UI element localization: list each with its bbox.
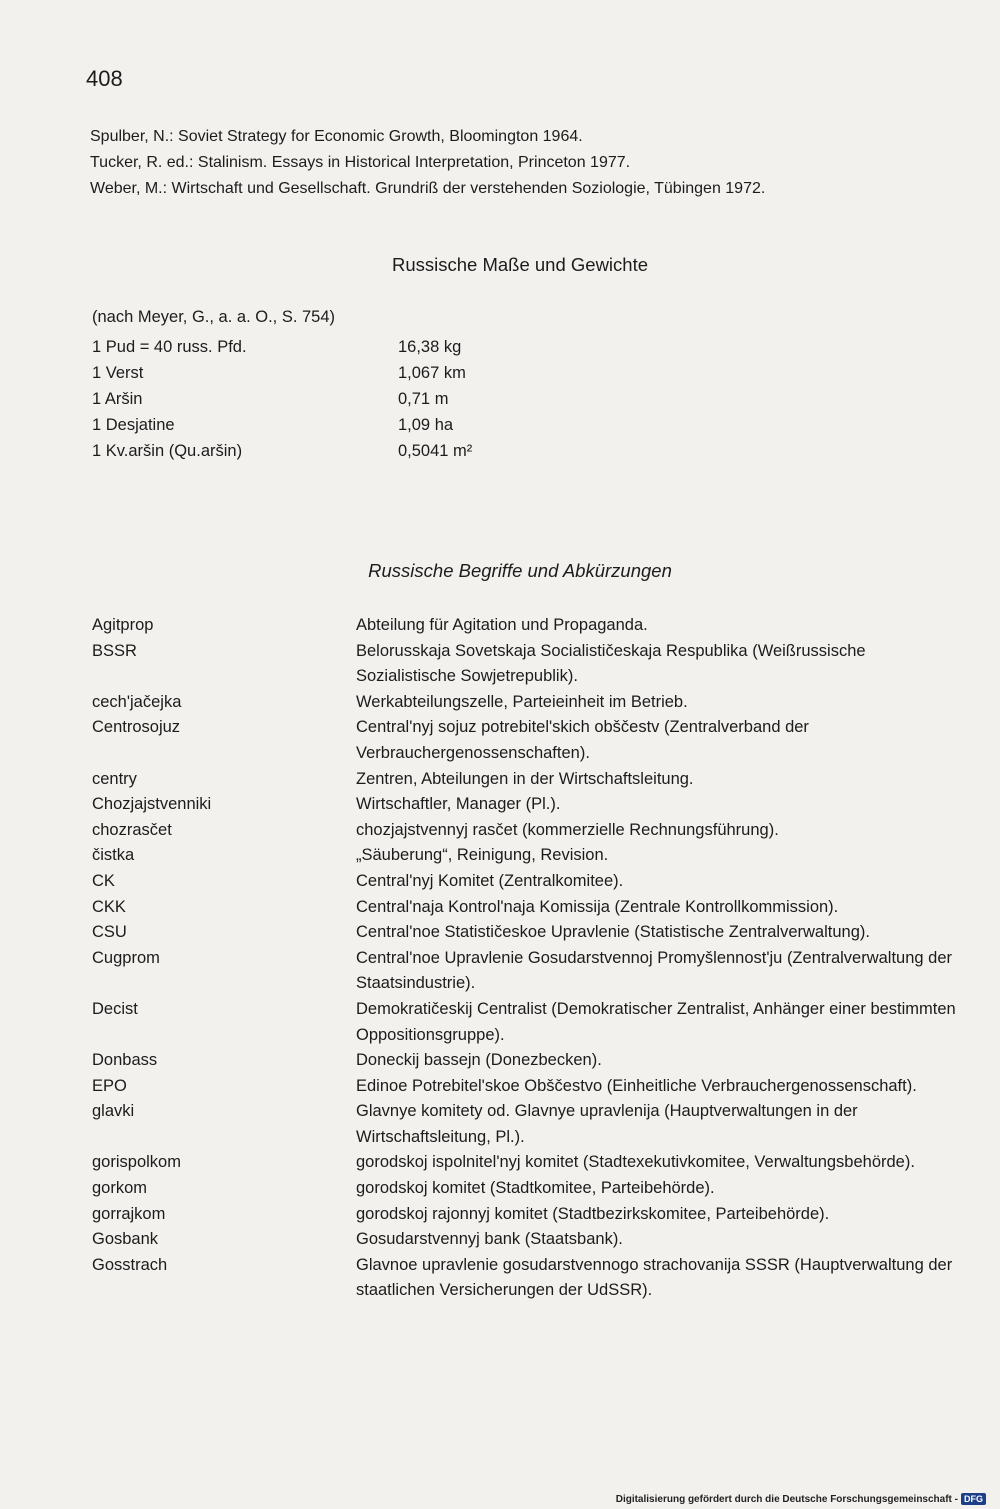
weight-unit: 1 Pud = 40 russ. Pfd. — [92, 338, 247, 356]
glossary-term: CKK — [92, 897, 126, 916]
glossary-definition: Werkabteilungszelle, Parteieinheit im Betrieb. — [356, 692, 688, 711]
glossary-term: Donbass — [92, 1051, 158, 1070]
glossary-definition: gorodskoj ispolnitel'nyj komitet (Stadtexekutivkomitee, Verwaltungsbehörde). — [356, 1153, 915, 1172]
glossary-row — [92, 792, 962, 818]
glossary-row — [92, 920, 962, 946]
weights-row — [92, 334, 472, 360]
glossary-row — [92, 613, 962, 639]
reference-list — [90, 124, 950, 202]
weight-unit: 1 Desjatine — [92, 416, 175, 434]
glossary-row — [92, 1150, 962, 1176]
glossary-definition: Gosudarstvennyj bank (Staatsbank). — [356, 1230, 623, 1249]
glossary-row — [92, 895, 962, 921]
footer-text: Digitalisierung gefördert durch die Deutsche Forschungsgemeinschaft - — [615, 1493, 958, 1505]
terms-heading: Russische Begriffe und Abkürzungen — [368, 560, 672, 581]
glossary-term: glavki — [92, 1102, 135, 1121]
glossary-term: Gosstrach — [92, 1255, 168, 1274]
glossary-term: cech'jačejka — [92, 692, 182, 711]
glossary-term: Chozjajstvenniki — [92, 795, 212, 814]
glossary-row — [92, 1176, 962, 1202]
glossary-row — [92, 1227, 962, 1253]
weights-row — [92, 386, 472, 412]
glossary-term: BSSR — [92, 641, 137, 660]
glossary-term: gorispolkom — [92, 1153, 181, 1172]
glossary-row — [92, 869, 962, 895]
glossary-row — [92, 1099, 962, 1150]
glossary-definition: Central'nyj sojuz potrebitel'skich obščestv (Zentralverband der Verbrauchergenossenschaften). — [356, 718, 809, 762]
glossary-term: čistka — [92, 846, 135, 865]
glossary-definition: Zentren, Abteilungen in der Wirtschaftsleitung. — [356, 769, 694, 788]
glossary-definition: Demokratičeskij Centralist (Demokratischer Zentralist, Anhänger einer bestimmten Oppositionsgruppe). — [356, 999, 956, 1044]
glossary-definition: Edinoe Potrebitel'skoe Obščestvo (Einheitliche Verbrauchergenossenschaft). — [356, 1076, 917, 1095]
glossary-definition: chozjajstvennyj rasčet (kommerzielle Rechnungsführung). — [356, 820, 779, 839]
weight-unit: 1 Kv.aršin (Qu.aršin) — [92, 442, 243, 460]
glossary-term: CSU — [92, 923, 127, 942]
glossary-term: Agitprop — [92, 616, 154, 634]
footer-credit — [616, 1493, 986, 1505]
glossary-definition: Wirtschaftler, Manager (Pl.). — [356, 795, 561, 814]
weights-row — [92, 438, 472, 464]
terms-glossary — [92, 613, 962, 1304]
glossary-row — [92, 843, 962, 869]
glossary-row — [92, 767, 962, 793]
glossary-definition: Glavnoe upravlenie gosudarstvennogo strachovanija SSSR (Hauptverwaltung der staatlichen Versicherungen der UdSSR). — [356, 1255, 953, 1300]
weights-table — [92, 334, 472, 464]
weight-value: 1,09 ha — [398, 416, 454, 434]
glossary-term: gorrajkom — [92, 1204, 166, 1223]
reference-item: Tucker, R. ed.: Stalinism. Essays in Historical Interpretation, Princeton 1977. — [90, 154, 631, 171]
weight-value: 1,067 km — [398, 364, 466, 382]
glossary-term: centry — [92, 769, 137, 788]
glossary-term: Cugprom — [92, 948, 160, 967]
weights-row — [92, 360, 472, 386]
page-number: 408 — [86, 66, 123, 91]
reference-item: Spulber, N.: Soviet Strategy for Economic Growth, Bloomington 1964. — [90, 128, 583, 145]
glossary-term: CK — [92, 871, 115, 890]
weights-heading: Russische Maße und Gewichte — [391, 254, 649, 275]
glossary-row — [92, 946, 962, 997]
glossary-definition: Doneckij bassejn (Donezbecken). — [356, 1051, 602, 1070]
glossary-term: EPO — [92, 1076, 127, 1095]
glossary-definition: Central'noe Statističeskoe Upravlenie (Statistische Zentralverwaltung). — [356, 923, 870, 942]
glossary-definition: Glavnye komitety od. Glavnye upravlenija (Hauptverwaltungen in der Wirtschaftsleitung, Pl.). — [356, 1102, 858, 1146]
glossary-row — [92, 1048, 962, 1074]
glossary-definition: Abteilung für Agitation und Propaganda. — [356, 616, 648, 634]
glossary-definition: gorodskoj komitet (Stadtkomitee, Parteibehörde). — [356, 1179, 715, 1198]
weight-value: 16,38 kg — [398, 338, 462, 356]
glossary-definition: Central'noe Upravlenie Gosudarstvennoj Promyšlennost'ju (Zentralverwaltung der Staatsindustrie). — [356, 948, 953, 993]
glossary-row — [92, 1253, 962, 1304]
weight-value: 0,71 m — [398, 390, 449, 408]
glossary-term: chozrasčet — [92, 820, 172, 839]
glossary-definition: gorodskoj rajonnyj komitet (Stadtbezirkskomitee, Parteibehörde). — [356, 1204, 830, 1223]
glossary-term: Decist — [92, 999, 138, 1018]
weight-unit: 1 Verst — [92, 364, 144, 382]
glossary-term: Centrosojuz — [92, 718, 181, 737]
glossary-row — [92, 690, 962, 716]
weights-source-note: (nach Meyer, G., a. a. O., S. 754) — [92, 308, 336, 326]
weight-value: 0,5041 m² — [398, 442, 473, 460]
glossary-definition: Belorusskaja Sovetskaja Socialističeskaja Respublika (Weißrussische Sozialistische Sowjetrepublik). — [356, 641, 866, 686]
glossary-definition: Central'nyj Komitet (Zentralkomitee). — [356, 871, 624, 890]
weight-unit: 1 Aršin — [92, 390, 143, 408]
glossary-row — [92, 997, 962, 1048]
glossary-definition: Central'naja Kontrol'naja Komissija (Zentrale Kontrollkommission). — [356, 897, 839, 916]
glossary-row — [92, 639, 962, 690]
glossary-row — [92, 715, 962, 766]
dfg-logo: DFG — [961, 1493, 986, 1505]
reference-item: Weber, M.: Wirtschaft und Gesellschaft. Grundriß der verstehenden Soziologie, Tübingen 1972. — [90, 180, 766, 197]
weights-row — [92, 412, 472, 438]
glossary-row — [92, 1202, 962, 1228]
glossary-term: Gosbank — [92, 1230, 159, 1249]
glossary-term: gorkom — [92, 1179, 148, 1198]
glossary-definition: „Säuberung“, Reinigung, Revision. — [356, 846, 609, 865]
glossary-row — [92, 818, 962, 844]
glossary-row — [92, 1074, 962, 1100]
